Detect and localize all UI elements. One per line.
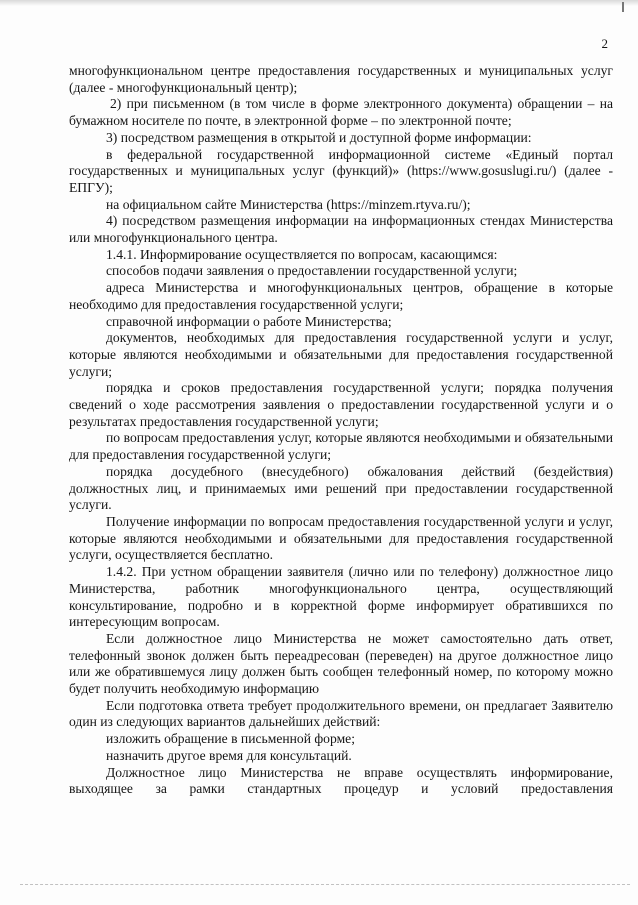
paragraph: назначить другое время для консультаций. xyxy=(106,747,352,763)
paragraph: в федеральной государственной информационной системе «Единый портал государственных и муниципальных услуг (функций)» (https://www.gosuslugi.ru/) (далее - ЕПГУ); xyxy=(69,146,613,195)
paragraph: Если подготовка ответа требует продолжительного времени, он предлагает Заявителю один из следующих вариантов дальнейших действий: xyxy=(69,697,613,730)
paragraph: документов, необходимых для предоставления государственной услуги и услуг, которые являются необходимыми и обязательными для предоставления государственной услуги; xyxy=(69,330,613,379)
scan-mark xyxy=(622,2,624,12)
scan-edge-bottom xyxy=(20,884,630,885)
paragraph: 1.4.2. При устном обращении заявителя (лично или по телефону) должностное лицо Министерства, работник многофункционального центра, осуществляющий консультирование, подробно и в корректной форме информирует обратившихся по интересующим вопросам. xyxy=(69,564,613,630)
paragraph: 2) при письменном (в том числе в форме электронного документа) обращении – на бумажном носителе по почте, в электронной форме – по электронной почте; xyxy=(69,96,613,129)
page-number: 2 xyxy=(601,36,608,51)
paragraph: 4) посредством размещения информации на информационных стендах Министерства или многофункционального центра. xyxy=(69,213,613,246)
paragraph: порядка и сроков предоставления государственной услуги; порядка получения сведений о ходе рассмотрения заявления о предоставлении государственной услуги и о результатах предоставления государственной услуги; xyxy=(69,380,613,429)
document-body xyxy=(69,63,613,798)
paragraph: порядка досудебного (внесудебного) обжалования действий (бездействия) должностных лиц, и принимаемых ими решений при предоставлении государственной услуги. xyxy=(69,463,613,513)
paragraph: 3) посредством размещения в открытой и доступной форме информации: xyxy=(106,129,532,145)
paragraph: на официальном сайте Министерства (https://minzem.rtyva.ru/); xyxy=(106,196,471,212)
paragraph: справочной информации о работе Министерства; xyxy=(106,313,392,329)
paragraph: Должностное лицо Министерства не вправе осуществлять информирование, выходящее за рамки стандартных процедур и условий предоставления xyxy=(69,764,613,797)
paragraph: многофункциональном центре предоставления государственных и муниципальных услуг (далее - многофункциональный центр); xyxy=(69,63,613,95)
paragraph: способов подачи заявления о предоставлении государственной услуги; xyxy=(106,263,518,279)
paragraph: по вопросам предоставления услуг, которые являются необходимыми и обязательными для предоставления государственной услуги; xyxy=(69,430,613,463)
paragraph: адреса Министерства и многофункциональных центров, обращение в которые необходимо для предоставления государственной услуги; xyxy=(69,280,613,312)
paragraph: изложить обращение в письменной форме; xyxy=(106,731,355,747)
paragraph: 1.4.1. Информирование осуществляется по вопросам, касающимся: xyxy=(106,246,498,262)
paragraph: Получение информации по вопросам предоставления государственной услуги и услуг, которые являются необходимыми и обязательными для предоставления государственной услуги, осуществляется бесплатно. xyxy=(69,513,613,563)
paragraph: Если должностное лицо Министерства не может самостоятельно дать ответ, телефонный звонок должен быть переадресован (переведен) на другое должностное лицо или же обратившемуся лицу должен быть сообщен телефонный номер, по которому можно будет получить необходимую информацию xyxy=(69,630,613,697)
scan-shadow-top xyxy=(0,0,638,6)
